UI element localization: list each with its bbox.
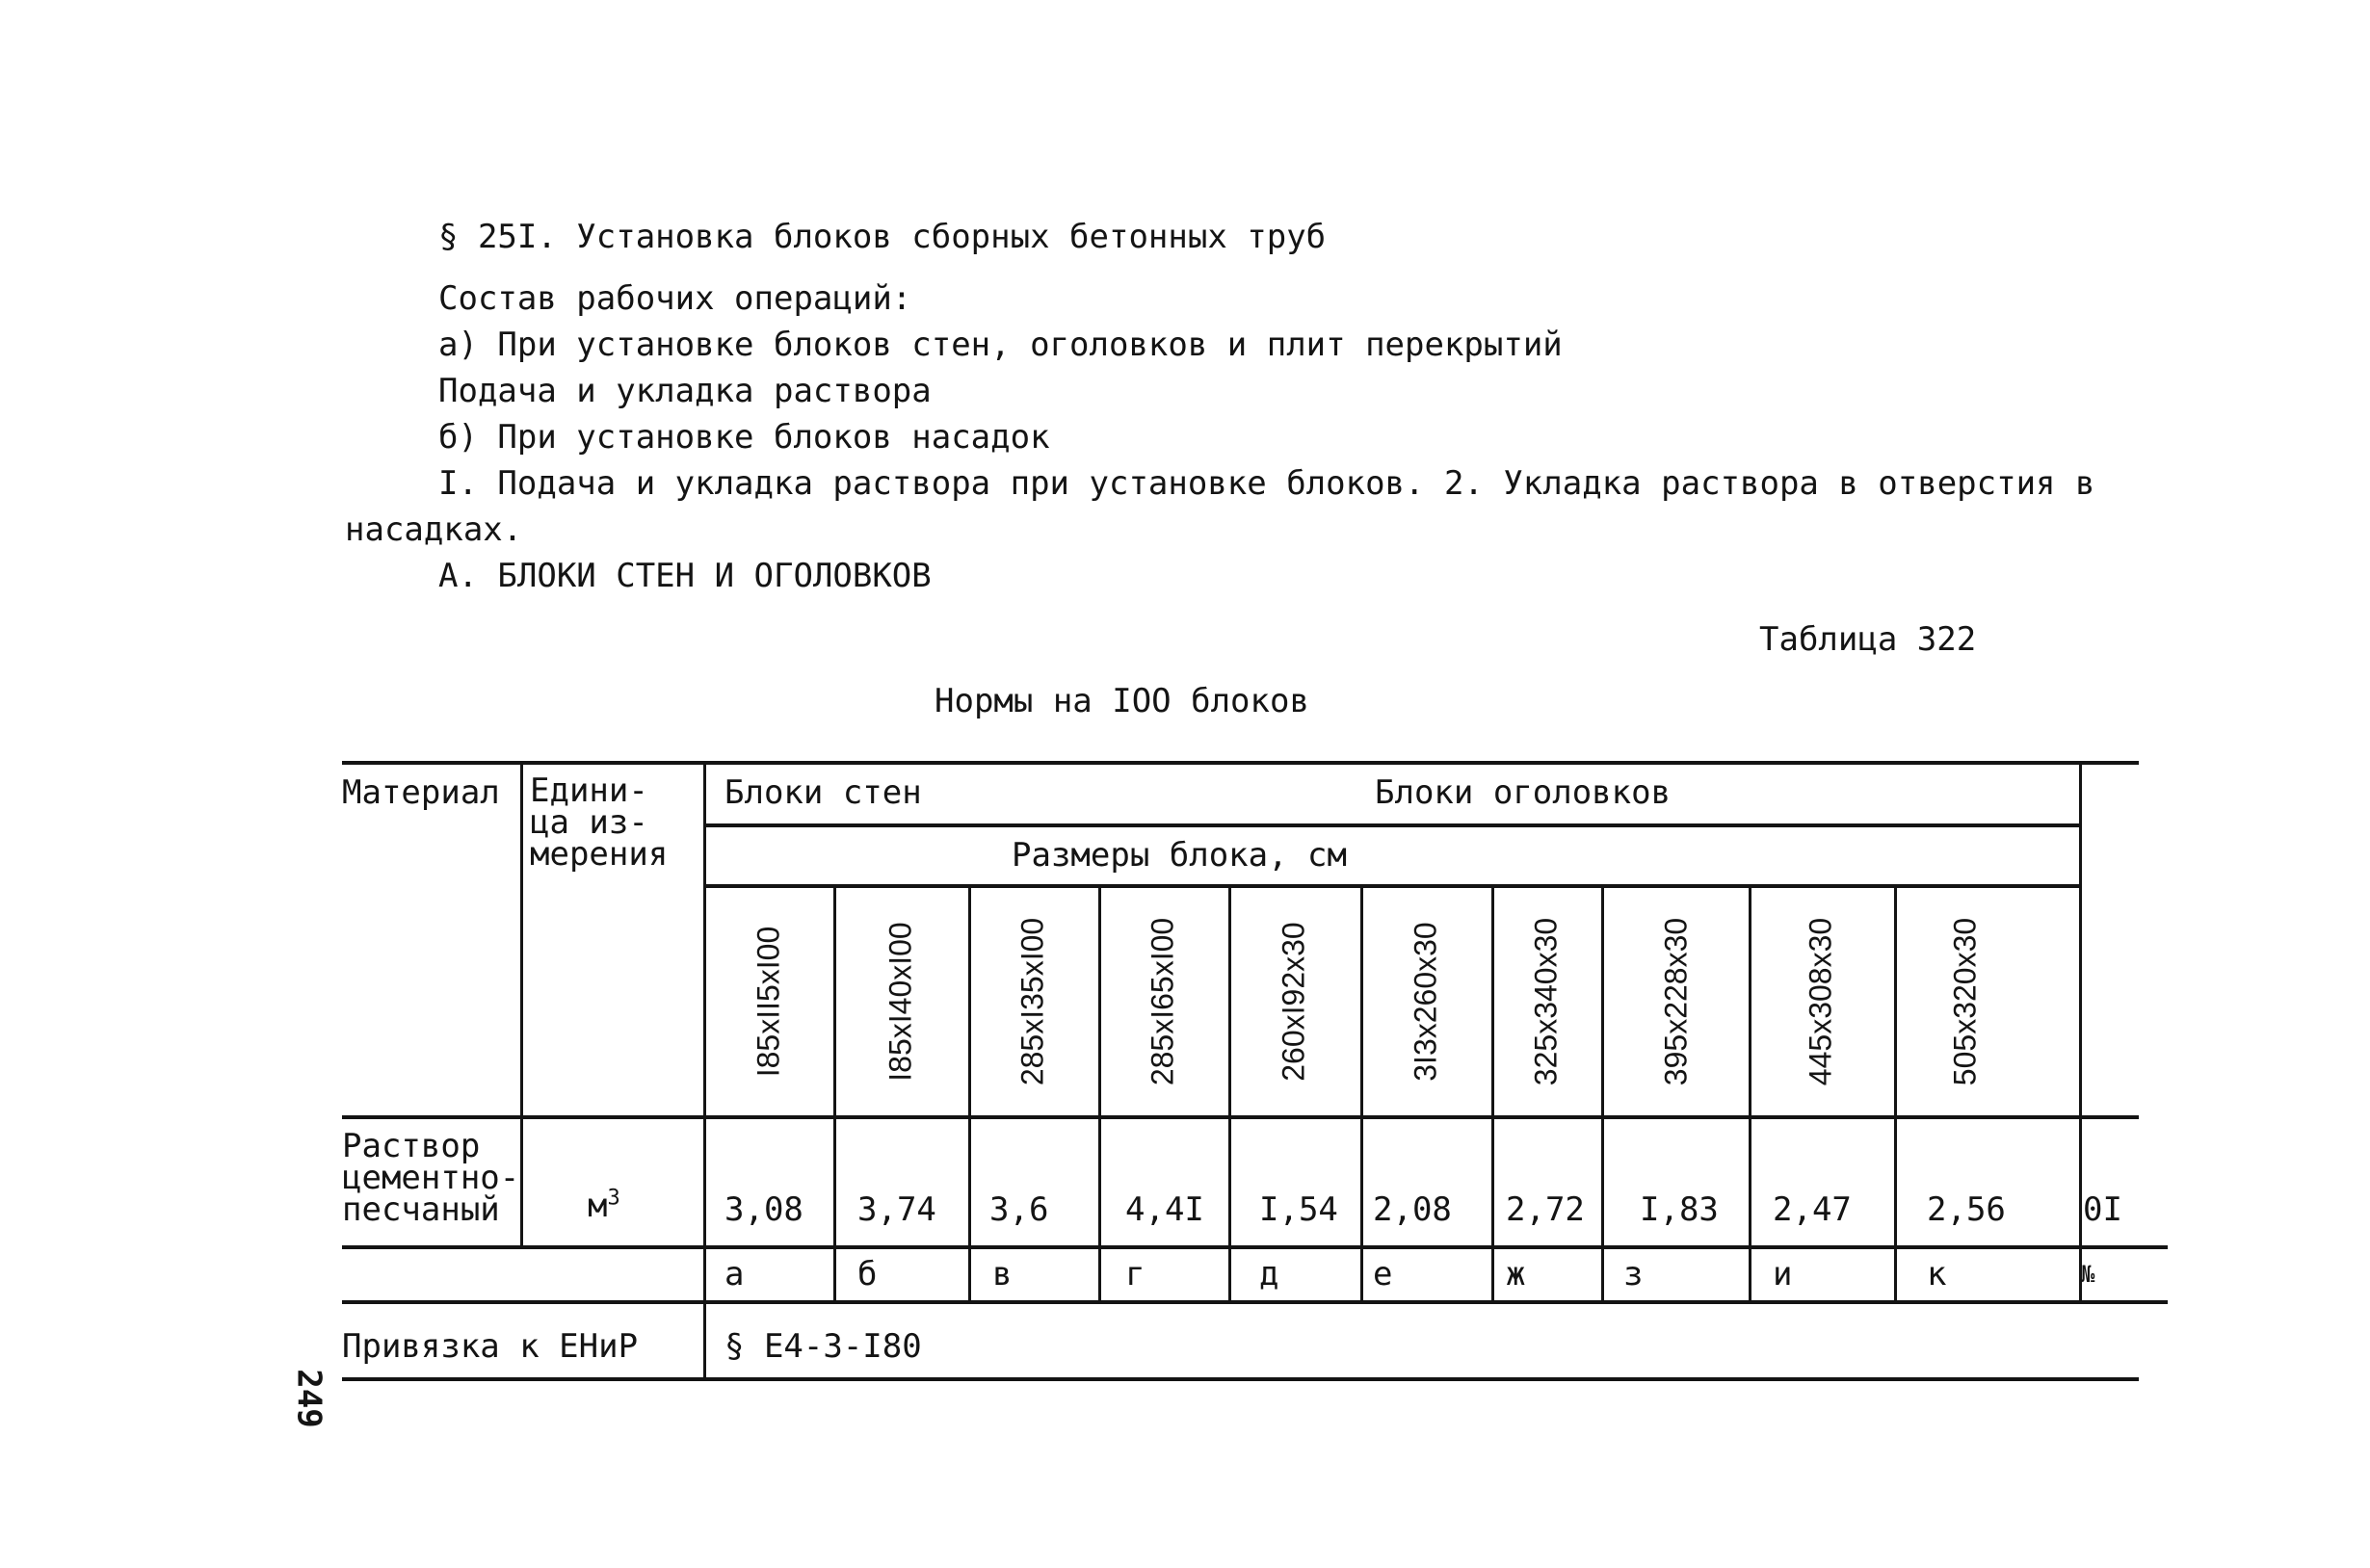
composition-label: Состав рабочих операций: bbox=[438, 279, 912, 318]
page-number: 249 bbox=[289, 1369, 329, 1428]
letters-bottom-rule bbox=[342, 1300, 2168, 1304]
value-cell: 2,56 bbox=[1927, 1190, 2006, 1229]
block-size: I85xII5xI00 bbox=[750, 926, 786, 1078]
row-unit: $м^3$ bbox=[588, 1186, 620, 1225]
block-size: 505x320x30 bbox=[1947, 917, 1983, 1086]
value-cell: I,83 bbox=[1640, 1190, 1719, 1229]
block-size: I85xI40xI00 bbox=[882, 922, 918, 1082]
col-divider bbox=[1491, 884, 1494, 1300]
column-letter: и bbox=[1773, 1255, 1793, 1294]
item-a-operation: Подача и укладка раствора bbox=[438, 372, 932, 410]
col-divider bbox=[1749, 884, 1751, 1300]
block-size: 445x308x30 bbox=[1803, 917, 1838, 1086]
column-letter: б bbox=[857, 1255, 878, 1294]
binding-label: Привязка к ЕНиР bbox=[342, 1327, 639, 1366]
block-size: 325x340x30 bbox=[1528, 917, 1564, 1086]
header-divider bbox=[703, 823, 2081, 827]
block-size: 285xI35xI00 bbox=[1014, 917, 1050, 1086]
table-bottom-rule bbox=[342, 1377, 2139, 1381]
table-number: Таблица 322 bbox=[1759, 620, 1977, 659]
block-size: 395x228x30 bbox=[1658, 917, 1694, 1086]
col-divider bbox=[1098, 884, 1101, 1300]
block-size: 285xI65xI00 bbox=[1145, 917, 1180, 1086]
col-divider bbox=[1601, 884, 1604, 1300]
item-a: а) При установке блоков стен, оголовков и плит перекрытий bbox=[438, 326, 1563, 364]
column-letter: ж bbox=[1506, 1255, 1526, 1294]
value-cell: 2,72 bbox=[1506, 1190, 1585, 1229]
col-divider bbox=[1360, 884, 1363, 1300]
value-cell: I,54 bbox=[1259, 1190, 1338, 1229]
header-material: Материал bbox=[342, 773, 500, 812]
header-unit-line: ца из- bbox=[530, 803, 648, 842]
table-top-rule bbox=[342, 761, 2139, 765]
column-letter: д bbox=[1259, 1255, 1279, 1294]
row-number: 0I bbox=[2083, 1190, 2122, 1229]
column-letter: е bbox=[1373, 1255, 1393, 1294]
value-cell: 3,08 bbox=[724, 1190, 803, 1229]
col-divider bbox=[968, 884, 971, 1300]
subsection-title: А. БЛОКИ СТЕН И ОГОЛОВКОВ bbox=[438, 557, 932, 595]
col-divider-material bbox=[520, 761, 523, 1245]
value-cell: 3,6 bbox=[989, 1190, 1049, 1229]
row-material-line: песчаный bbox=[342, 1190, 500, 1229]
sizes-divider bbox=[703, 884, 2081, 888]
block-size: 260xI92x30 bbox=[1276, 922, 1311, 1082]
header-wall-blocks: Блоки стен bbox=[724, 773, 922, 812]
row-material-line: Раствор bbox=[342, 1127, 481, 1165]
table-caption: Нормы на IOO блоков bbox=[935, 682, 1309, 720]
col-divider-right bbox=[2079, 761, 2082, 1300]
number-sign: № bbox=[2081, 1261, 2095, 1288]
value-cell: 3,74 bbox=[857, 1190, 936, 1229]
col-divider bbox=[833, 884, 836, 1300]
value-cell: 2,08 bbox=[1373, 1190, 1452, 1229]
row-material-line: цементно- bbox=[342, 1159, 520, 1197]
column-letter: к bbox=[1927, 1255, 1947, 1294]
column-letter: з bbox=[1623, 1255, 1644, 1294]
column-letter: г bbox=[1125, 1255, 1146, 1294]
value-cell: 4,4I bbox=[1125, 1190, 1204, 1229]
block-size: 3I3x260x30 bbox=[1408, 922, 1443, 1082]
header-unit-line: мерения bbox=[530, 835, 669, 874]
header-head-blocks: Блоки оголовков bbox=[1375, 773, 1672, 812]
item-b: б) При установке блоков насадок bbox=[438, 418, 1050, 457]
column-letter: в bbox=[992, 1255, 1013, 1294]
value-cell: 2,47 bbox=[1773, 1190, 1852, 1229]
operations-line-1: I. Подача и укладка раствора при установке блоков. 2. Укладка раствора в отверстия в bbox=[438, 464, 2095, 503]
col-divider bbox=[1228, 884, 1231, 1300]
section-title: § 25I. Установка блоков сборных бетонных труб bbox=[438, 218, 1327, 256]
binding-value: § Е4-3-I80 bbox=[724, 1327, 922, 1366]
operations-line-2: насадках. bbox=[345, 510, 523, 549]
col-divider bbox=[1894, 884, 1897, 1300]
column-letter: а bbox=[724, 1255, 745, 1294]
header-block-sizes: Размеры блока, см bbox=[1012, 836, 1347, 875]
header-unit-line: Едини- bbox=[530, 771, 648, 810]
header-bottom-rule bbox=[342, 1115, 2139, 1119]
col-divider-unit bbox=[703, 761, 706, 1380]
